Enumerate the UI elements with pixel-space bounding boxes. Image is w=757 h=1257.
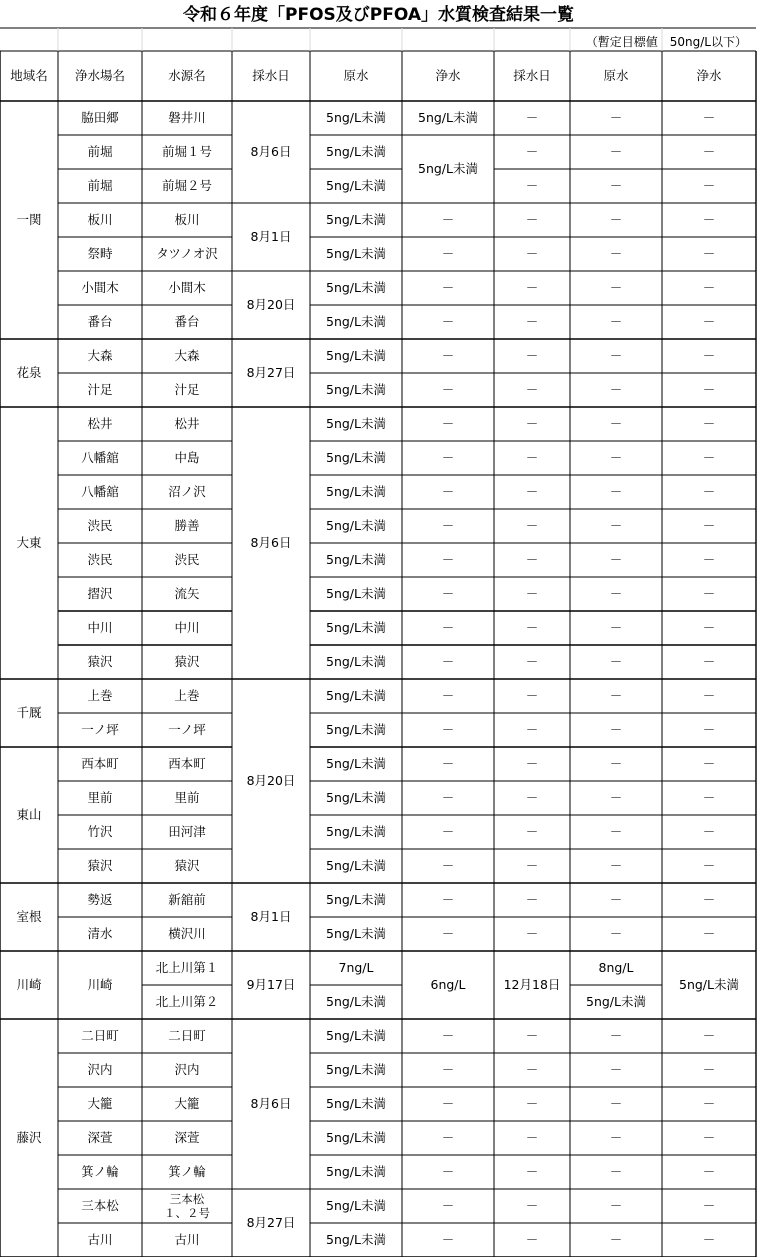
treated-water-result: － [441, 518, 455, 534]
water-source-cell: 大森 [174, 348, 200, 364]
resampling-date-cell: － [525, 382, 539, 398]
treated-water-result-2: － [702, 450, 716, 466]
raw-water-result-2: － [609, 110, 623, 126]
raw-water-result: 5ng/L未満 [326, 1130, 386, 1146]
treated-water-result: － [441, 348, 455, 364]
plant-name-cell: 三本松 [81, 1198, 119, 1214]
treated-water-result-2: － [702, 552, 716, 568]
sampling-date-cell: 8月1日 [250, 909, 292, 925]
raw-water-result: 5ng/L未満 [326, 1096, 386, 1112]
raw-water-result-2: － [609, 1130, 623, 1146]
raw-water-result-2: － [609, 348, 623, 364]
treated-water-result: 5ng/L未満 [418, 161, 478, 177]
region-cell: 花泉 [16, 365, 42, 381]
treated-water-result: － [441, 926, 455, 942]
plant-name-cell: 箕ノ輪 [81, 1164, 119, 1180]
region-cell: 川崎 [16, 977, 42, 993]
raw-water-result: 5ng/L未満 [326, 212, 386, 228]
plant-name-cell: 祭畤 [87, 246, 113, 262]
treated-water-result-2: － [702, 212, 716, 228]
header-raw-2: 原水 [603, 68, 629, 84]
resampling-date-cell: － [525, 654, 539, 670]
raw-water-result: 5ng/L未満 [326, 892, 386, 908]
plant-name-cell: 猿沢 [87, 858, 113, 874]
water-source-cell: 番台 [174, 314, 200, 330]
raw-water-result-2: － [609, 620, 623, 636]
raw-water-result: 5ng/L未満 [326, 722, 386, 738]
treated-water-result: － [441, 654, 455, 670]
raw-water-result: 5ng/L未満 [326, 858, 386, 874]
treated-water-result-2: － [702, 722, 716, 738]
raw-water-result: 5ng/L未満 [326, 246, 386, 262]
water-source-cell: 小間木 [168, 280, 206, 296]
treated-water-result: － [441, 1028, 455, 1044]
treated-water-result-2: － [702, 824, 716, 840]
resampling-date-cell: － [525, 110, 539, 126]
resampling-date-cell: 12月18日 [503, 977, 561, 993]
raw-water-result-2: － [609, 790, 623, 806]
raw-water-result-2: － [609, 1028, 623, 1044]
treated-water-result-2: － [702, 246, 716, 262]
plant-name-cell: 竹沢 [87, 824, 113, 840]
treated-water-result: － [441, 790, 455, 806]
resampling-date-cell: － [525, 892, 539, 908]
plant-name-cell: 汁足 [87, 382, 113, 398]
header-treated-2: 浄水 [696, 68, 722, 84]
resampling-date-cell: － [525, 212, 539, 228]
region-cell: 大東 [16, 535, 42, 551]
raw-water-result: 5ng/L未満 [326, 654, 386, 670]
water-source-cell: 新舘前 [168, 892, 206, 908]
treated-water-result: － [441, 858, 455, 874]
raw-water-result: 5ng/L未満 [326, 1062, 386, 1078]
raw-water-result: 7ng/L [338, 960, 374, 976]
treated-water-result: － [441, 314, 455, 330]
region-cell: 室根 [16, 909, 42, 925]
treated-water-result: － [441, 552, 455, 568]
raw-water-result-2: － [609, 654, 623, 670]
resampling-date-cell: － [525, 620, 539, 636]
treated-water-result: 6ng/L [430, 977, 466, 993]
plant-name-cell: 渋民 [87, 552, 113, 568]
treated-water-result-2: － [702, 926, 716, 942]
raw-water-result-2: － [609, 552, 623, 568]
resampling-date-cell: － [525, 1062, 539, 1078]
water-source-cell: 渋民 [174, 552, 200, 568]
water-source-cell: 北上川第１ [155, 960, 219, 976]
raw-water-result: 5ng/L未満 [326, 280, 386, 296]
water-source-cell: 深萱 [174, 1130, 200, 1146]
water-source-cell: 横沢川 [168, 926, 206, 942]
raw-water-result-2: － [609, 1096, 623, 1112]
treated-water-result-2: － [702, 144, 716, 160]
raw-water-result-2: － [609, 450, 623, 466]
treated-water-result: － [441, 1232, 455, 1248]
treated-water-result-2: － [702, 1198, 716, 1214]
treated-water-result: － [441, 1198, 455, 1214]
raw-water-result-2: － [609, 246, 623, 262]
resampling-date-cell: － [525, 586, 539, 602]
raw-water-result: 5ng/L未満 [326, 110, 386, 126]
water-source-cell: タツノオ沢 [156, 246, 218, 262]
water-source-cell: 田河津 [168, 824, 206, 840]
raw-water-result: 5ng/L未満 [326, 620, 386, 636]
water-source-cell: 里前 [174, 790, 200, 806]
resampling-date-cell: － [525, 1164, 539, 1180]
treated-water-result: － [441, 246, 455, 262]
treated-water-result-2: － [702, 1130, 716, 1146]
plant-name-cell: 前堀 [87, 178, 113, 194]
header-plant: 浄水場名 [74, 68, 125, 84]
treated-water-result-2: － [702, 586, 716, 602]
treated-water-result: － [441, 824, 455, 840]
raw-water-result-2: － [609, 144, 623, 160]
raw-water-result-2: － [609, 1232, 623, 1248]
water-source-cell: 松井 [174, 416, 200, 432]
region-cell: 東山 [16, 807, 42, 823]
treated-water-result: － [441, 416, 455, 432]
raw-water-result-2: － [609, 1198, 623, 1214]
resampling-date-cell: － [525, 1130, 539, 1146]
treated-water-result-2: － [702, 1062, 716, 1078]
plant-name-cell: 小間木 [81, 280, 119, 296]
resampling-date-cell: － [525, 688, 539, 704]
treated-water-result-2: － [702, 688, 716, 704]
plant-name-cell: 古川 [87, 1232, 113, 1248]
treated-water-result-2: － [702, 110, 716, 126]
treated-water-result-2: 5ng/L未満 [679, 977, 739, 993]
treated-water-result-2: － [702, 348, 716, 364]
resampling-date-cell: － [525, 1096, 539, 1112]
water-source-cell: 二日町 [168, 1028, 206, 1044]
water-source-cell: 汁足 [174, 382, 200, 398]
treated-water-result: － [441, 212, 455, 228]
treated-water-result-2: － [702, 382, 716, 398]
water-source-cell: 磐井川 [168, 110, 206, 126]
treated-water-result: － [441, 756, 455, 772]
treated-water-result-2: － [702, 178, 716, 194]
water-source-cell: 西本町 [168, 756, 206, 772]
header-date-2: 採水日 [513, 68, 551, 84]
raw-water-result-2: 8ng/L [598, 960, 634, 976]
water-source-cell: 上巻 [174, 688, 200, 704]
resampling-date-cell: － [525, 144, 539, 160]
raw-water-result-2: － [609, 824, 623, 840]
raw-water-result: 5ng/L未満 [326, 314, 386, 330]
resampling-date-cell: － [525, 926, 539, 942]
plant-name-cell: 前堀 [87, 144, 113, 160]
raw-water-result: 5ng/L未満 [326, 552, 386, 568]
plant-name-cell: 二日町 [81, 1028, 119, 1044]
resampling-date-cell: － [525, 178, 539, 194]
region-cell: 千厩 [16, 705, 42, 721]
treated-water-result-2: － [702, 314, 716, 330]
resampling-date-cell: － [525, 756, 539, 772]
raw-water-result-2: － [609, 484, 623, 500]
raw-water-result: 5ng/L未満 [326, 348, 386, 364]
treated-water-result-2: － [702, 858, 716, 874]
raw-water-result: 5ng/L未満 [326, 382, 386, 398]
water-source-cell: 中島 [174, 450, 200, 466]
resampling-date-cell: － [525, 858, 539, 874]
region-cell: 一関 [16, 212, 42, 228]
resampling-date-cell: － [525, 552, 539, 568]
plant-name-cell: 里前 [87, 790, 113, 806]
water-source-cell: 大籠 [174, 1096, 200, 1112]
raw-water-result-2: － [609, 926, 623, 942]
resampling-date-cell: － [525, 1028, 539, 1044]
header-raw: 原水 [343, 68, 369, 84]
plant-name-cell: 猿沢 [87, 654, 113, 670]
water-source-cell: 沼ノ沢 [168, 484, 206, 500]
plant-name-cell: 松井 [87, 416, 113, 432]
treated-water-result-2: － [702, 892, 716, 908]
header-date: 採水日 [252, 68, 290, 84]
treated-water-result-2: － [702, 1232, 716, 1248]
raw-water-result-2: － [609, 688, 623, 704]
resampling-date-cell: － [525, 790, 539, 806]
water-source-cell: 勝善 [174, 518, 200, 534]
plant-name-cell: 一ノ坪 [81, 722, 119, 738]
treated-water-result-2: － [702, 790, 716, 806]
water-source-cell: 北上川第２ [155, 994, 219, 1010]
treated-water-result-2: － [702, 620, 716, 636]
plant-name-cell: 大森 [87, 348, 113, 364]
raw-water-result-2: － [609, 1062, 623, 1078]
page-title: 令和６年度「PFOS及びPFOA」水質検査結果一覧 [183, 5, 574, 25]
header-source: 水源名 [168, 68, 206, 84]
raw-water-result-2: － [609, 212, 623, 228]
raw-water-result-2: － [609, 416, 623, 432]
sampling-date-cell: 8月6日 [250, 144, 292, 160]
water-source-cell: 古川 [174, 1232, 200, 1248]
plant-name-cell: 深萱 [87, 1130, 113, 1146]
plant-name-cell: 八幡舘 [81, 484, 119, 500]
raw-water-result-2: － [609, 518, 623, 534]
raw-water-result: 5ng/L未満 [326, 144, 386, 160]
treated-water-result-2: － [702, 1028, 716, 1044]
treated-water-result: － [441, 484, 455, 500]
raw-water-result: 5ng/L未満 [326, 756, 386, 772]
resampling-date-cell: － [525, 1198, 539, 1214]
water-source-cell: 三本松 １、２号 [164, 1191, 210, 1220]
plant-name-cell: 八幡舘 [81, 450, 119, 466]
resampling-date-cell: － [525, 348, 539, 364]
raw-water-result: 5ng/L未満 [326, 1028, 386, 1044]
resampling-date-cell: － [525, 1232, 539, 1248]
plant-name-cell: 沢内 [87, 1062, 113, 1078]
treated-water-result: － [441, 892, 455, 908]
treated-water-result: － [441, 382, 455, 398]
raw-water-result-2: － [609, 1164, 623, 1180]
region-cell: 藤沢 [16, 1130, 42, 1146]
raw-water-result-2: － [609, 722, 623, 738]
header-treated: 浄水 [435, 68, 461, 84]
treated-water-result: － [441, 1130, 455, 1146]
raw-water-result-2: － [609, 756, 623, 772]
resampling-date-cell: － [525, 246, 539, 262]
raw-water-result-2: － [609, 586, 623, 602]
treated-water-result-2: － [702, 484, 716, 500]
sampling-date-cell: 9月17日 [246, 977, 296, 993]
sampling-date-cell: 8月6日 [250, 1096, 292, 1112]
plant-name-cell: 大籠 [87, 1096, 113, 1112]
treated-water-result: － [441, 1062, 455, 1078]
water-source-cell: 猿沢 [174, 858, 200, 874]
resampling-date-cell: － [525, 416, 539, 432]
water-source-cell: 箕ノ輪 [168, 1164, 206, 1180]
water-source-cell: 沢内 [174, 1062, 200, 1078]
water-source-cell: 中川 [174, 620, 200, 636]
raw-water-result: 5ng/L未満 [326, 586, 386, 602]
plant-name-cell: 摺沢 [87, 586, 113, 602]
treated-water-result: 5ng/L未満 [418, 110, 478, 126]
raw-water-result-2: － [609, 858, 623, 874]
raw-water-result: 5ng/L未満 [326, 926, 386, 942]
plant-name-cell: 川崎 [87, 977, 113, 993]
treated-water-result: － [441, 1164, 455, 1180]
treated-water-result: － [441, 688, 455, 704]
treated-water-result-2: － [702, 756, 716, 772]
sampling-date-cell: 8月20日 [246, 773, 296, 789]
header-region: 地域名 [10, 68, 48, 84]
treated-water-result-2: － [702, 1164, 716, 1180]
raw-water-result-2: 5ng/L未満 [586, 994, 646, 1010]
treated-water-result: － [441, 1096, 455, 1112]
plant-name-cell: 番台 [87, 314, 113, 330]
treated-water-result: － [441, 280, 455, 296]
raw-water-result: 5ng/L未満 [326, 688, 386, 704]
plant-name-cell: 西本町 [81, 756, 119, 772]
treated-water-result-2: － [702, 1096, 716, 1112]
resampling-date-cell: － [525, 722, 539, 738]
raw-water-result-2: － [609, 382, 623, 398]
plant-name-cell: 上巻 [87, 688, 113, 704]
resampling-date-cell: － [525, 824, 539, 840]
target-value-note: （暫定目標値 50ng/L以下） [585, 35, 747, 49]
raw-water-result: 5ng/L未満 [326, 518, 386, 534]
treated-water-result: － [441, 620, 455, 636]
raw-water-result-2: － [609, 892, 623, 908]
sampling-date-cell: 8月27日 [246, 1215, 296, 1231]
treated-water-result-2: － [702, 280, 716, 296]
raw-water-result: 5ng/L未満 [326, 824, 386, 840]
treated-water-result-2: － [702, 416, 716, 432]
treated-water-result-2: － [702, 518, 716, 534]
water-source-cell: 前堀１号 [161, 144, 212, 160]
sampling-date-cell: 8月27日 [246, 365, 296, 381]
plant-name-cell: 板川 [87, 212, 113, 228]
raw-water-result: 5ng/L未満 [326, 994, 386, 1010]
raw-water-result: 5ng/L未満 [326, 1164, 386, 1180]
plant-name-cell: 脇田郷 [81, 110, 119, 126]
resampling-date-cell: － [525, 484, 539, 500]
water-source-cell: 前堀２号 [161, 178, 212, 194]
raw-water-result-2: － [609, 280, 623, 296]
raw-water-result: 5ng/L未満 [326, 484, 386, 500]
raw-water-result: 5ng/L未満 [326, 416, 386, 432]
plant-name-cell: 渋民 [87, 518, 113, 534]
sampling-date-cell: 8月1日 [250, 229, 292, 245]
raw-water-result-2: － [609, 314, 623, 330]
water-source-cell: 猿沢 [174, 654, 200, 670]
treated-water-result: － [441, 722, 455, 738]
treated-water-result-2: － [702, 654, 716, 670]
water-source-cell: 一ノ坪 [168, 722, 206, 738]
raw-water-result: 5ng/L未満 [326, 1232, 386, 1248]
raw-water-result: 5ng/L未満 [326, 1198, 386, 1214]
resampling-date-cell: － [525, 518, 539, 534]
plant-name-cell: 清水 [87, 926, 113, 942]
resampling-date-cell: － [525, 450, 539, 466]
resampling-date-cell: － [525, 280, 539, 296]
plant-name-cell: 勢返 [87, 892, 113, 908]
raw-water-result: 5ng/L未満 [326, 450, 386, 466]
resampling-date-cell: － [525, 314, 539, 330]
raw-water-result: 5ng/L未満 [326, 790, 386, 806]
treated-water-result: － [441, 586, 455, 602]
raw-water-result: 5ng/L未満 [326, 178, 386, 194]
treated-water-result: － [441, 450, 455, 466]
sampling-date-cell: 8月6日 [250, 535, 292, 551]
water-source-cell: 流矢 [174, 586, 200, 602]
water-source-cell: 板川 [174, 212, 200, 228]
plant-name-cell: 中川 [87, 620, 113, 636]
sampling-date-cell: 8月20日 [246, 297, 296, 313]
raw-water-result-2: － [609, 178, 623, 194]
